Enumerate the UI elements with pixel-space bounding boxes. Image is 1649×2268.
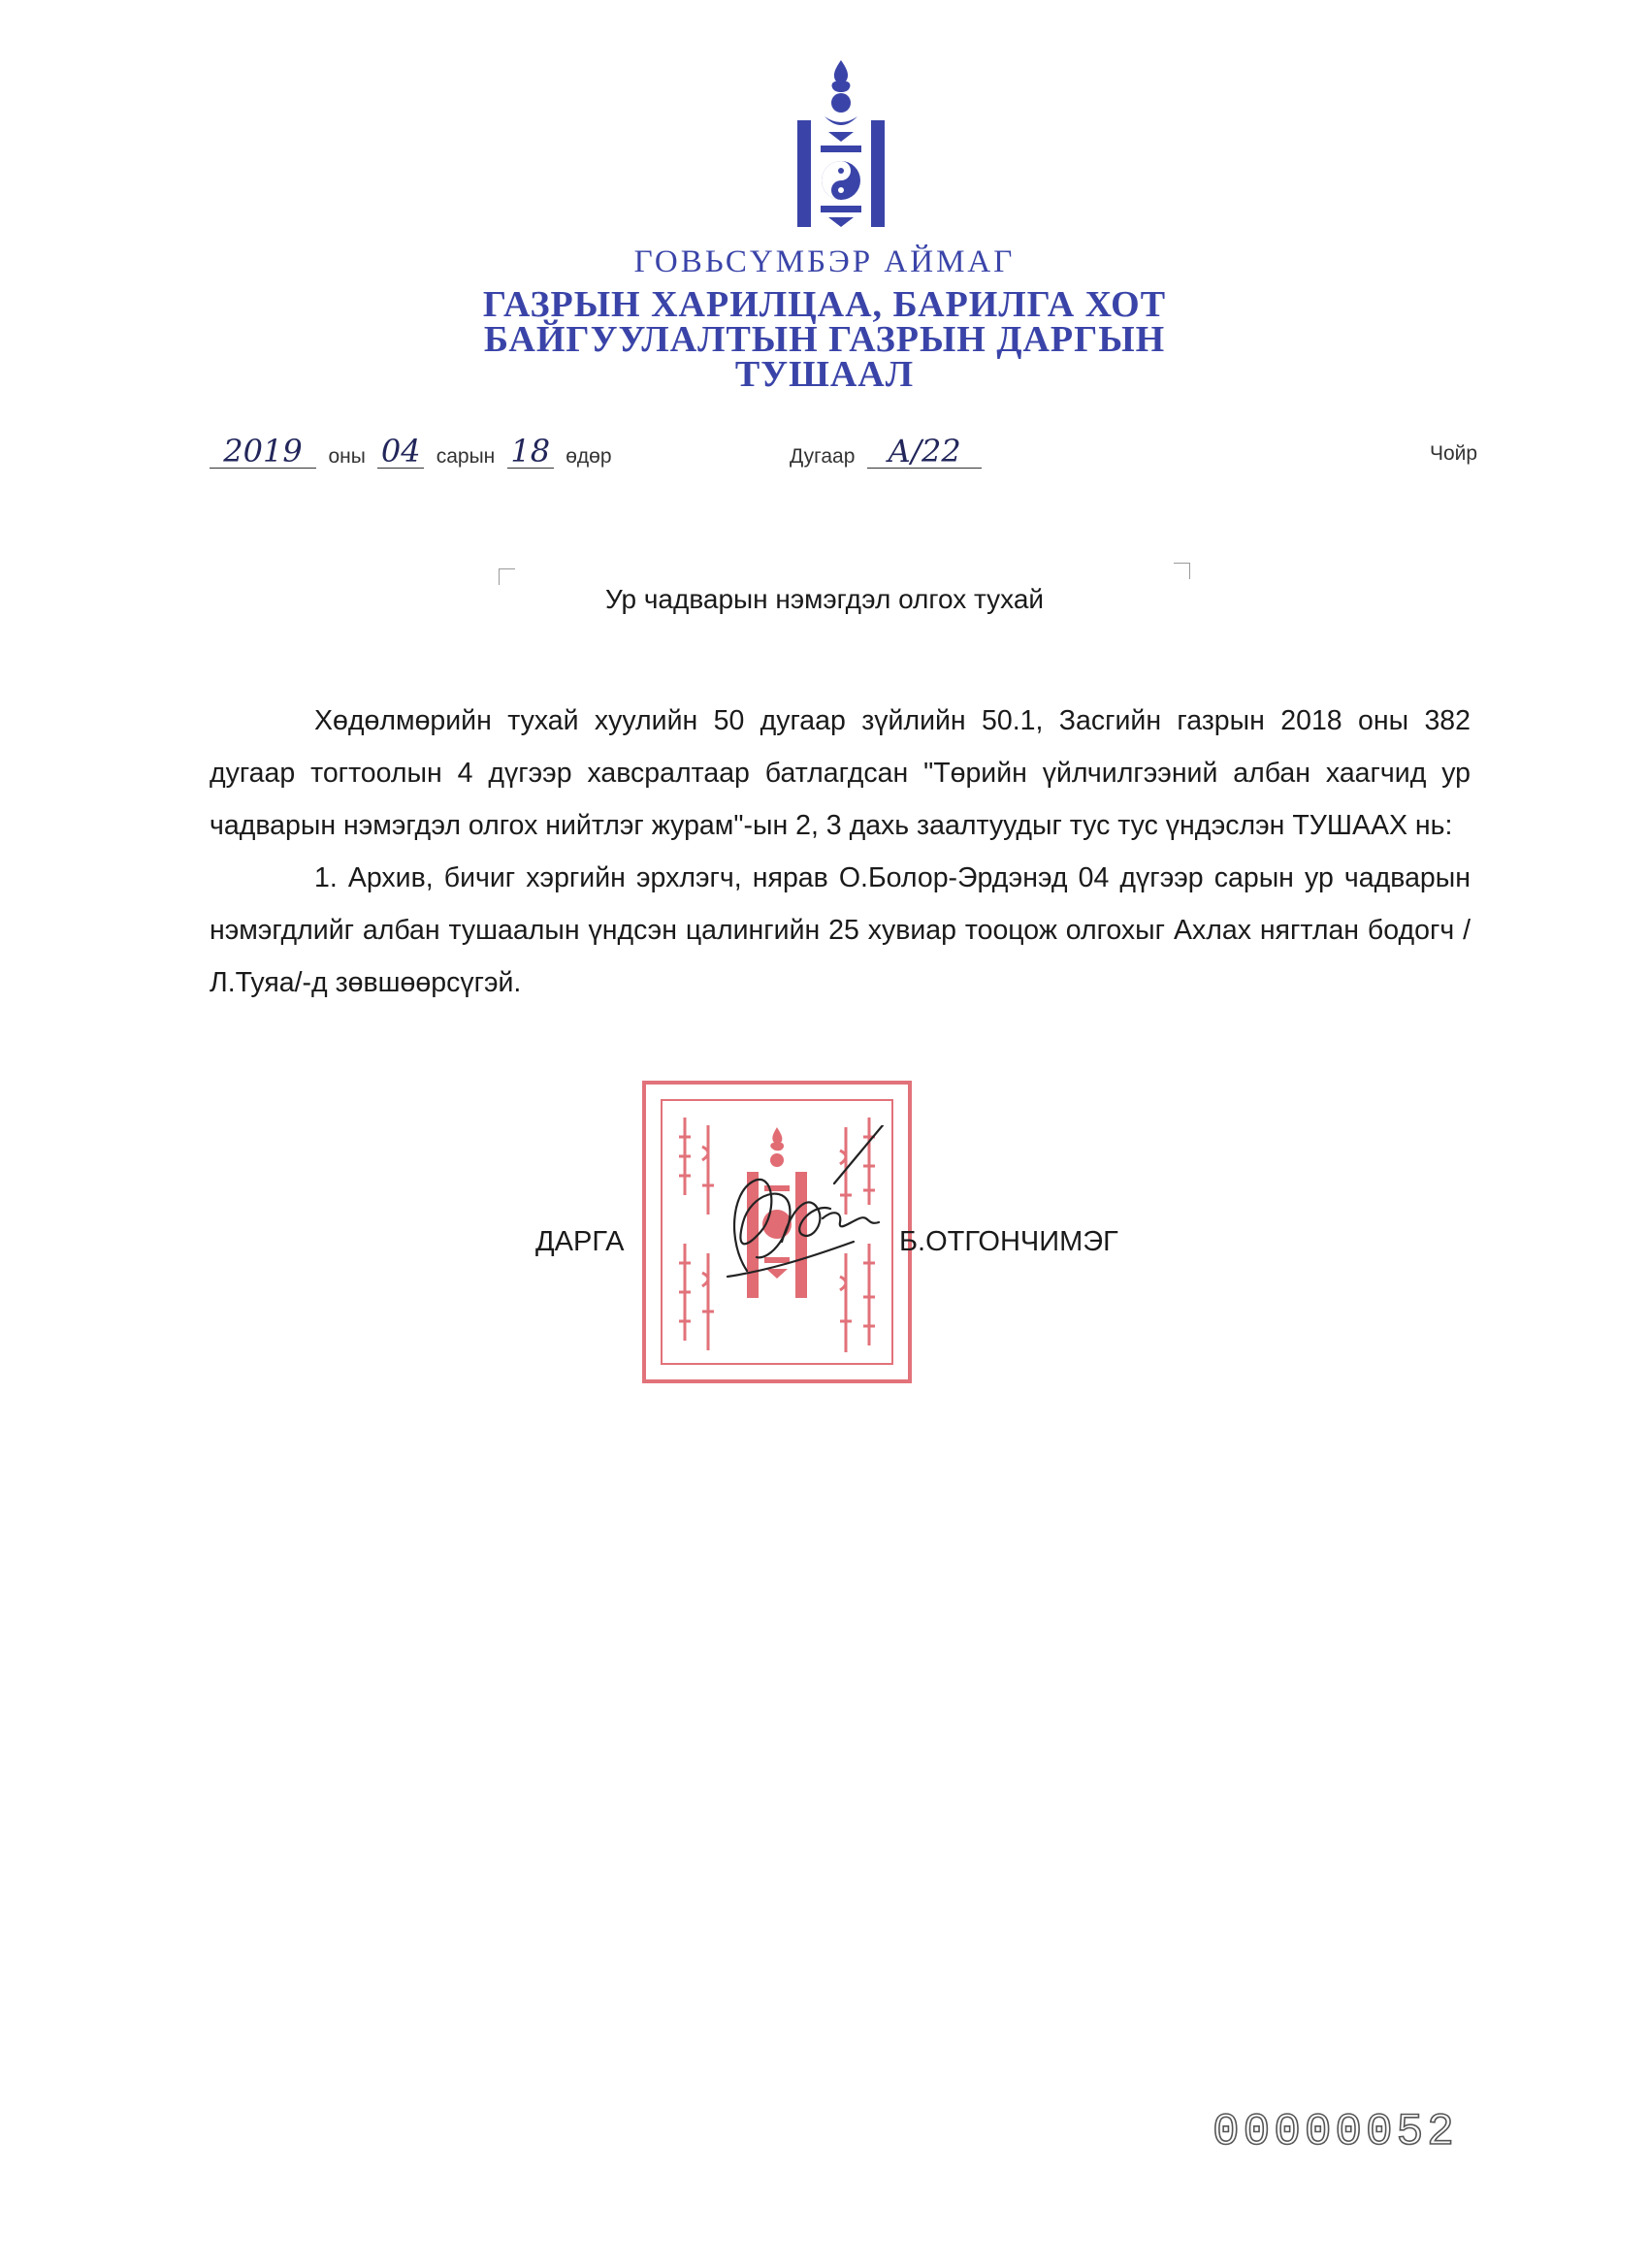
signer-role: ДАРГА [535, 1226, 625, 1257]
day-suffix: өдөр [566, 445, 612, 468]
date-month: 04 [377, 435, 424, 469]
date-line [210, 435, 620, 469]
document-body [210, 695, 1471, 1009]
date-year: 2019 [210, 435, 316, 469]
document-number: А/22 [867, 435, 982, 469]
serial-number: 00000052 [1212, 2107, 1458, 2157]
year-suffix: оны [328, 445, 366, 468]
corner-mark-right [1174, 563, 1190, 579]
number-label: Дугаар [790, 445, 856, 468]
corner-mark-left [499, 568, 515, 585]
body-paragraph-2: 1. Архив, бичиг хэргийн эрхлэгч, нярав О.Болор-Эрдэнэд 04 дүгээр сарын ур чадварын нэмэгдлийг албан тушаалын үндсэн цалингийн 25 хувиар тооцож олгохыг Ахлах нягтлан бодогч /Л.Туяа/-д зөвшөөрсүгэй. [210, 862, 1471, 998]
document-subject: Ур чадварын нэмэгдэл олгох тухай [604, 584, 1045, 614]
place-name: Чойр [1430, 442, 1478, 465]
handwritten-signature-icon [689, 1125, 902, 1319]
soyombo-emblem-icon [788, 60, 894, 231]
month-suffix: сарын [436, 445, 496, 468]
signer-name: Б.ОТГОНЧИМЭГ [899, 1226, 1118, 1257]
organization-line-1: ГАЗРЫН ХАРИЛЦАА, БАРИЛГА ХОТ [482, 284, 1167, 325]
number-line [790, 435, 982, 469]
document-type: ТУШААЛ [734, 354, 915, 395]
organization-line-2: БАЙГУУЛАЛТЫН ГАЗРЫН ДАРГЫН [483, 319, 1166, 360]
date-day: 18 [507, 435, 554, 469]
aimag-name: ГОВЬСҮМБЭР АЙМАГ [633, 244, 1016, 279]
body-paragraph-1: Хөдөлмөрийн тухай хуулийн 50 дугаар зүйлийн 50.1, Засгийн газрын 2018 оны 382 дугаар тогтоолын 4 дүгээр хавсралтаар батлагдсан "Төрийн үйлчилгээний албан хаагчид ур чадварын нэмэгдэл олгох нийтлэг журам"-ын 2, 3 дахь заалтуудыг тус тус үндэслэн ТУШААХ нь: [210, 705, 1471, 841]
